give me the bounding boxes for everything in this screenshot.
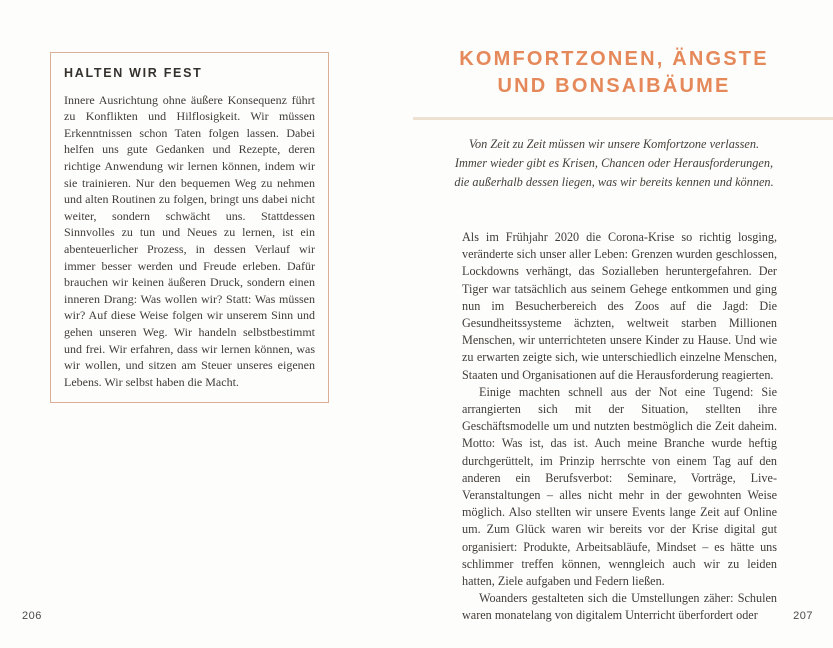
page-number-left: 206: [22, 610, 42, 622]
callout-title: HALTEN WIR FEST: [64, 66, 203, 80]
chapter-intro-line-3: die außerhalb dessen liegen, was wir bereits kennen und können.: [454, 175, 774, 189]
callout-body-text: Innere Ausrichtung ohne äußere Konsequenz führt zu Konflikten und Hilflosigkeit. Wir müssen Erkenntnissen schon Taten folgen lassen. Dabei helfen uns gute Gedanken und Rezepte, deren richtige Anwendung wir lernen können, indem wir sie trainieren. Nur den bequemen Weg zu nehmen und alten Routinen zu folgen, bringt uns dabei nicht weiter, sondern schwächt uns. Stattdessen Sinnvolles zu tun und Neues zu lernen, ist ein abenteuerlicher Prozess, in dessen Verlauf wir immer besser werden und Freude erleben. Dafür brauchen wir keinen äußeren Druck, sondern einen inneren Drang: Was wollen wir? Statt: Was müssen wir? Auf diese Weise folgen wir unserem Sinn und gehen unseren Weg. Wir handeln selbstbestimmt und frei. Wir erfahren, dass wir lernen können, was wir wollen, und sitzen am Steuer unseres eigenen Lebens. Wir selbst haben die Macht.: [64, 92, 315, 389]
chapter-body: [462, 229, 777, 625]
chapter-title: [440, 46, 788, 100]
page-number-right: 207: [793, 610, 813, 622]
chapter-intro-line-1: Von Zeit zu Zeit müssen wir unsere Komfortzone verlassen.: [468, 137, 760, 151]
callout-box: [50, 52, 329, 403]
chapter-intro-line-2: Immer wieder gibt es Krisen, Chancen oder Herausforderungen,: [454, 156, 774, 170]
chapter-intro: [436, 135, 792, 192]
body-paragraph: Woanders gestalteten sich die Umstellungen zäher: Schulen waren monatelang von digitalem Unterricht überfordert oder: [462, 591, 777, 623]
body-paragraph: Als im Frühjahr 2020 die Corona-Krise so richtig losging, veränderte sich unser aller Leben: Grenzen wurden geschlossen, Lockdowns verhängt, das Sozialleben heruntergefahren. Der Tiger war tatsächlich aus seinem Gehege entkommen und ging nun im Besucherbereich des Zoos auf die Jagd: Die Gesundheitssysteme ächzten, weltweit starben Millionen Menschen, wir unterrichteten unsere Kinder zu Hause. Und wie zu erwarten zeigte sich, wie unterschiedlich einzelne Menschen, Staaten und Organisationen auf die Herausforderung reagierten.: [462, 230, 777, 382]
chapter-divider-rule: [413, 117, 833, 120]
chapter-title-line-1: KOMFORTZONEN, ÄNGSTE: [459, 48, 769, 70]
chapter-title-line-2: UND BONSAIBÄUME: [497, 75, 731, 97]
body-paragraph: Einige machten schnell aus der Not eine Tugend: Sie arrangierten sich mit der Situation, stellten ihre Geschäftsmodelle um und nutzten bestmöglich die Zeit daheim. Motto: Was ist, das ist. Auch meine Branche wurde heftig durchgerüttelt, im Prinzip herrschte von einem Tag auf den anderen ein Berufsverbot: Seminare, Vorträge, Live-Veranstaltungen – alles nicht mehr in der gewohnten Weise möglich. Also stellten wir unsere Events lange Zeit auf Online um. Zum Glück waren wir bereits vor der Krise digital gut organisiert: Produkte, Arbeitsabläufe, Mindset – es hätte uns schlimmer treffen können, wenngleich auch wir zu leiden hatten, Ziele aufgaben und Federn ließen.: [462, 384, 777, 589]
